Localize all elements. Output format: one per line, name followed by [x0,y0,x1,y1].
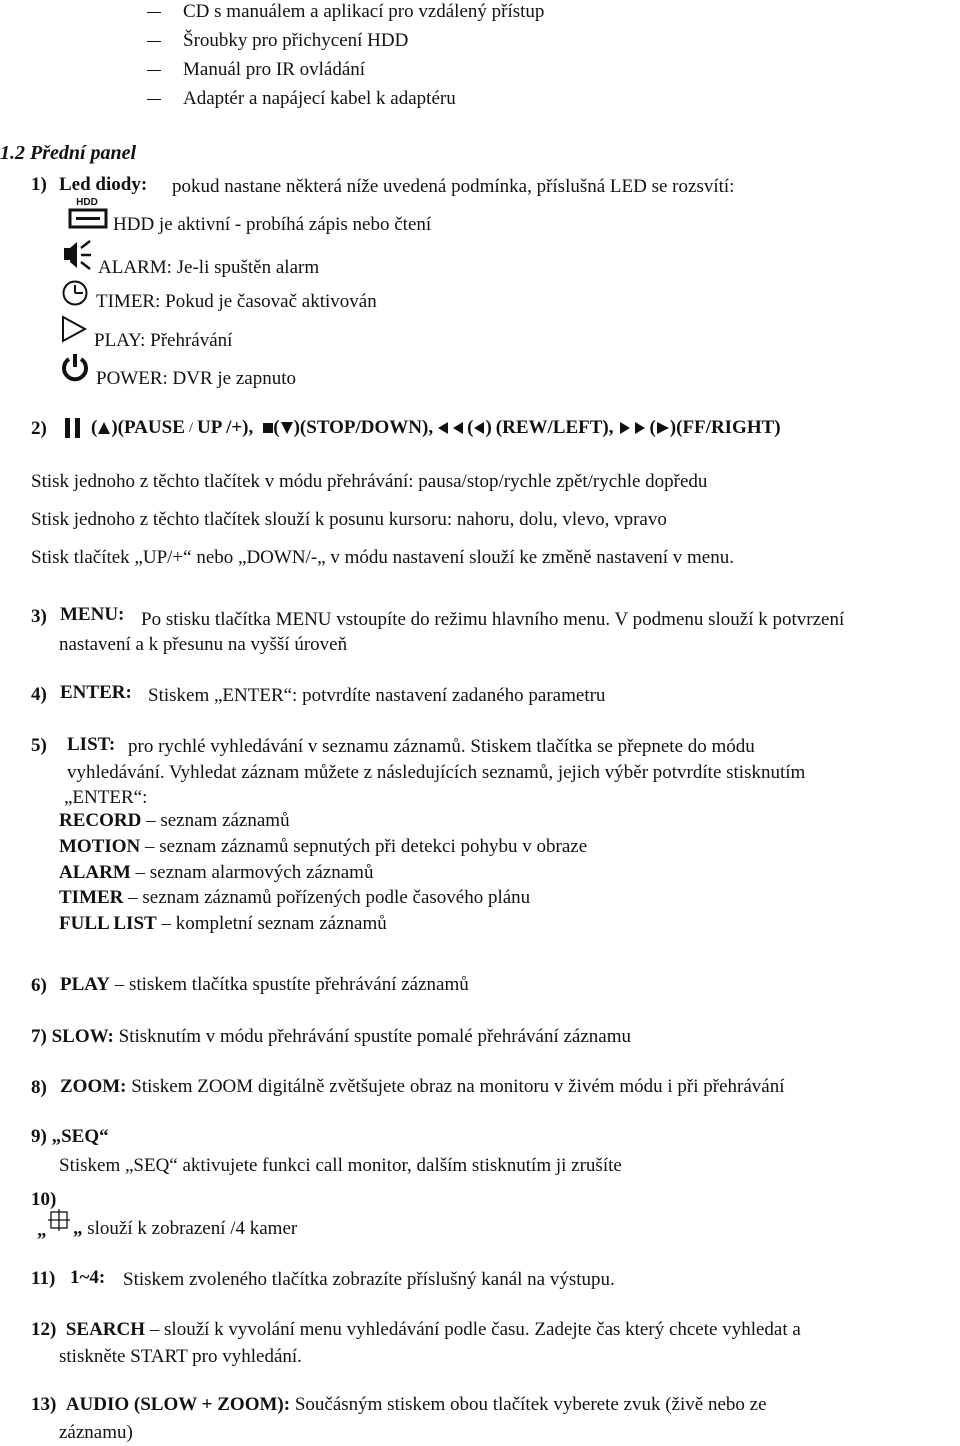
pause-label: )(PAUSE [111,417,185,438]
item-text: Součásným stiskem obou tlačítek vyberete zvuk (živě nebo ze [294,1394,767,1415]
up-triangle-icon [97,421,111,435]
paren-open: ( [91,417,98,438]
list-option-term: MOTION [59,836,141,857]
rewind-icon [437,421,467,435]
item-number: 12) [31,1319,57,1340]
alarm-speaker-icon [62,240,94,270]
item-text: Stiskem ZOOM digitálně zvětšujete obraz na monitoru v živém módu i při přehrávání [131,1076,785,1097]
item2-line: Stisk jednoho z těchto tlačítek slouží k posunu kursoru: nahoru, dolu, vlevo, vpravo [31,509,667,530]
package-item: CD s manuálem a aplikací pro vzdálený přístup [183,1,545,22]
item-term: LIST: [67,734,116,755]
led-alarm-text: ALARM: Je-li spuštěn alarm [98,257,320,278]
item-line [31,1394,767,1417]
item-text: Stiskem zvoleného tlačítka zobrazíte příslušný kanál na výstupu. [123,1269,615,1290]
package-item: Adaptér a napájecí kabel k adaptéru [183,88,456,109]
item-line [60,1076,784,1099]
open-quote: „ [37,1220,47,1241]
led-timer-text: TIMER: Pokud je časovač aktivován [96,291,377,312]
slash: / [188,420,194,437]
item-number: 1) [31,174,47,195]
led-hdd-text: HDD je aktivní - probíhá zápis nebo čtení [113,214,432,235]
item-text: Po stisku tlačítka MENU vstoupíte do režimu hlavního menu. V podmenu slouží k potvrzení [141,609,845,630]
item-line [31,1026,631,1049]
item-text: Stiskem „SEQ“ aktivujete funkci call monitor, dalším stisknutím ji zrušíte [59,1155,622,1176]
paren-open: ( [273,417,280,438]
item-term: SLOW: [51,1026,114,1047]
list-dash [147,41,161,42]
section-title: 1.2 Přední panel [0,142,137,164]
fast-forward-icon [619,421,649,435]
power-icon [60,352,90,382]
item-line [60,974,469,997]
list-option-term: FULL LIST [59,913,157,934]
stop-label: )(STOP/DOWN), [293,417,434,438]
item-term: AUDIO (SLOW + ZOOM): [65,1394,291,1415]
item-number: 4) [31,684,47,705]
item-number: 9) [31,1126,47,1147]
package-item: Manuál pro IR ovládání [183,59,366,80]
left-triangle-icon [473,421,485,435]
pause-icon [64,417,82,439]
list-option [59,862,373,885]
item-number: 11) [31,1268,56,1289]
item-term: 1~4: [70,1267,106,1288]
item-term: Led diody: [59,174,148,195]
item-text: – slouží k vyvolání menu vyhledávání podle času. Zadejte čas který chcete vyhledat a [149,1319,801,1340]
rew-label: (REW/LEFT), [495,417,614,438]
item-text: Stisknutím v módu přehrávání spustíte pomalé přehrávání záznamu [118,1026,631,1047]
list-option [59,810,290,833]
item-number: 7) [31,1026,47,1047]
close-quote: „ [73,1218,83,1239]
item2-button-list [64,417,781,440]
item-term: ZOOM: [60,1076,127,1097]
list-option-text: – kompletní seznam záznamů [161,913,387,934]
item-term: SEARCH [65,1319,146,1340]
item-text: pokud nastane některá níže uvedená podmínka, příslušná LED se rozsvítí: [172,176,735,197]
item2-line: Stisk jednoho z těchto tlačítek v módu přehrávání: pausa/stop/rychle zpět/rychle dopředu [31,471,708,492]
list-option-text: – seznam záznamů [146,810,290,831]
item-number: 2) [31,418,47,439]
item2-line: Stisk tlačítek „UP/+“ nebo „DOWN/-„ v módu nastavení slouží ke změně nastavení v menu. [31,547,734,568]
item-text: pro rychlé vyhledávání v seznamu záznamů. Stiskem tlačítka se přepnete do módu [128,736,755,757]
list-option-term: TIMER [59,887,124,908]
paren-close: ) [485,417,492,438]
item-text: stiskněte START pro vyhledání. [59,1346,302,1367]
list-option [59,913,387,936]
led-power-text: POWER: DVR je zapnuto [96,368,297,389]
quad-view-icon [48,1209,70,1231]
hdd-icon: HDD [68,198,108,230]
list-option [59,887,530,910]
item-text: vyhledávání. Vyhledat záznam můžete z následujících seznamů, jejich výběr potvrdíte stisknutím [67,762,806,783]
paren-open: ( [467,417,474,438]
paren-open: ( [649,417,656,438]
list-option [59,836,587,859]
list-option-text: – seznam záznamů sepnutých při detekci pohybu v obraze [145,836,588,857]
item-text: „ENTER“: [64,787,148,808]
list-dash [147,70,161,71]
clock-icon [60,279,90,307]
item-term: „SEQ“ [51,1126,109,1147]
item-line [73,1218,297,1241]
led-play-text: PLAY: Přehrávání [94,330,233,351]
item-line [31,1319,801,1342]
right-triangle-icon [656,421,670,435]
play-icon [60,315,88,343]
item-number: 3) [31,606,47,627]
item-text: záznamu) [59,1422,133,1443]
item-text: Stiskem „ENTER“: potvrdíte nastavení zadaného parametru [148,685,606,706]
item-number: 13) [31,1394,57,1415]
list-option-term: ALARM [59,862,131,883]
list-option-text: – seznam alarmových záznamů [135,862,374,883]
item-term: MENU: [60,604,125,625]
up-label: UP /+), [197,417,254,438]
list-dash [147,99,161,100]
package-item: Šroubky pro přichycení HDD [183,30,409,51]
item-number: 5) [31,735,47,756]
item-number: 8) [31,1077,47,1098]
list-dash [147,12,161,13]
down-triangle-icon [280,421,294,435]
item-line [31,1126,109,1149]
item-term: ENTER: [60,682,132,703]
list-option-term: RECORD [59,810,142,831]
ff-label: )(FF/RIGHT) [669,417,781,438]
stop-icon [263,423,273,433]
item-number: 10) [31,1189,57,1210]
item-text: – stiskem tlačítka spustíte přehrávání záznamů [114,974,469,995]
item-text: slouží k zobrazení /4 kamer [87,1218,298,1239]
item-number: 6) [31,975,47,996]
item-term: PLAY [60,974,110,995]
list-option-text: – seznam záznamů pořízených podle časového plánu [128,887,531,908]
item-text: nastavení a k přesunu na vyšší úroveň [59,634,348,655]
